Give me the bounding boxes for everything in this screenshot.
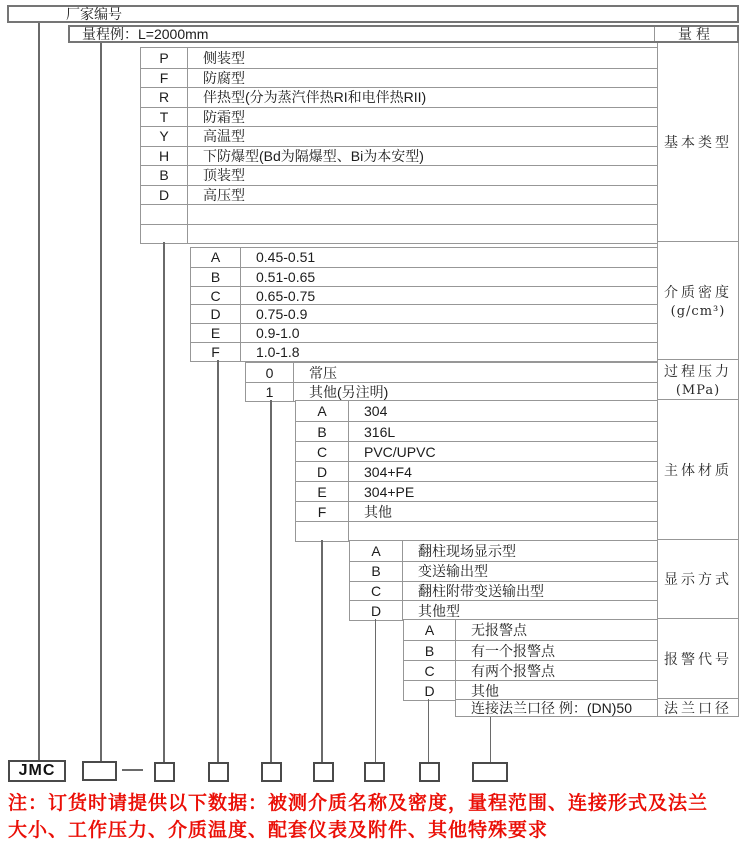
- pressure-row-0: [246, 363, 657, 382]
- row-description: 304+F4: [364, 463, 412, 480]
- material-code-box: [313, 762, 334, 782]
- display-row-B: [350, 561, 657, 581]
- pressure-connector: [270, 400, 272, 764]
- pressure-category-label: [658, 360, 738, 400]
- basic-row: [141, 204, 657, 224]
- material-table: [295, 400, 658, 542]
- row-code: F: [296, 502, 349, 521]
- category-label-text: 基本类型: [664, 135, 732, 151]
- row-description: 316L: [364, 423, 396, 440]
- flange-code-box: [472, 762, 508, 782]
- basic-row-P: [141, 48, 657, 68]
- material-row-C: [296, 441, 657, 461]
- row-code: B: [404, 641, 456, 660]
- row-code: R: [141, 88, 188, 107]
- density-row-F: [191, 342, 657, 361]
- row-description: [349, 522, 657, 541]
- manufacturer-number-box: [7, 5, 739, 23]
- range-example-box: [68, 25, 739, 43]
- row-code: C: [191, 287, 241, 305]
- alarm-row-D: [404, 680, 657, 700]
- flange-category-label: [658, 699, 738, 717]
- density-row-B: [191, 267, 657, 286]
- row-description: 其他: [364, 503, 392, 520]
- row-description: 0.75-0.9: [256, 306, 308, 323]
- row-description: 防霜型: [203, 108, 245, 125]
- density-row-D: [191, 304, 657, 323]
- alarm-row-B: [404, 640, 657, 660]
- row-description: 翻柱现场显示型: [418, 542, 516, 559]
- basic-code-box: [154, 762, 175, 782]
- basic-category-label: [658, 43, 738, 242]
- category-label-unit: (g/cm³): [670, 304, 726, 319]
- category-label-text: 主体材质: [664, 462, 732, 479]
- row-code: T: [141, 108, 188, 127]
- row-description: 侧装型: [203, 49, 245, 66]
- row-code: P: [141, 48, 188, 68]
- row-code: C: [296, 442, 349, 461]
- flange-table: [455, 699, 658, 717]
- manufacturer-number-label: 厂家编号: [66, 6, 122, 22]
- row-description: 连接法兰口径 例：(DN)50: [471, 700, 633, 716]
- row-code: A: [350, 541, 403, 561]
- row-description: [188, 205, 657, 224]
- category-label-text: 显示方式: [664, 572, 732, 588]
- row-description: 其他型: [418, 602, 460, 619]
- category-label-column: [657, 43, 739, 717]
- row-code: D: [141, 186, 188, 205]
- row-code: 0: [246, 363, 294, 382]
- row-code: F: [141, 69, 188, 88]
- row-code: C: [404, 661, 456, 680]
- display-connector: [375, 619, 377, 764]
- basic-row-B: [141, 165, 657, 185]
- manufacturer-connector: [38, 23, 40, 762]
- material-row: [296, 521, 657, 541]
- material-row-E: [296, 481, 657, 501]
- basic-row-R: [141, 87, 657, 107]
- row-code: [296, 522, 349, 541]
- category-label-text: 过程压力: [664, 364, 732, 380]
- pressure-row-1: [246, 382, 657, 401]
- row-description: 1.0-1.8: [256, 344, 300, 361]
- basic-row-T: [141, 107, 657, 127]
- code-dash: [122, 769, 143, 771]
- row-description: 0.45-0.51: [256, 249, 316, 266]
- row-description: 其他: [471, 682, 499, 699]
- material-connector: [321, 540, 323, 764]
- row-code: D: [404, 681, 456, 700]
- row-code: E: [191, 324, 241, 342]
- row-description: 顶装型: [203, 167, 245, 184]
- range-unit-label: 量程: [654, 27, 737, 41]
- row-code: D: [296, 462, 349, 481]
- row-code: B: [191, 268, 241, 286]
- basic-connector: [163, 242, 165, 764]
- row-code: 1: [246, 383, 294, 401]
- flange-connector: [490, 717, 492, 764]
- basic-table: [140, 47, 658, 244]
- display-row-C: [350, 581, 657, 601]
- row-description: [188, 225, 657, 244]
- ordering-note: [8, 791, 708, 844]
- density-category-label: [658, 242, 738, 360]
- row-description: 0.51-0.65: [256, 268, 316, 285]
- flange-row: [456, 700, 657, 716]
- material-row-A: [296, 401, 657, 421]
- model-code-box: [8, 760, 66, 782]
- row-code: B: [350, 562, 403, 581]
- row-description: PVC/UPVC: [364, 443, 436, 460]
- row-description: 高压型: [203, 186, 245, 203]
- density-row-C: [191, 286, 657, 305]
- material-category-label: [658, 400, 738, 540]
- row-code: A: [191, 248, 241, 267]
- pressure-code-box: [261, 762, 282, 782]
- row-description: 有一个报警点: [471, 642, 555, 659]
- basic-row-D: [141, 185, 657, 205]
- category-label-text: 报警代号: [664, 651, 732, 668]
- range-code-box: [82, 761, 117, 781]
- row-code: C: [350, 582, 403, 601]
- row-code: F: [191, 343, 241, 361]
- row-description: 304+PE: [364, 483, 415, 500]
- row-code: Y: [141, 127, 188, 146]
- row-code: [141, 205, 188, 224]
- category-label-text: 介质密度: [664, 285, 732, 301]
- alarm-code-box: [419, 762, 440, 782]
- display-code-box: [364, 762, 385, 782]
- category-label-text: 法兰口径: [664, 701, 732, 717]
- ordering-note-line1: 注：订货时请提供以下数据：被测介质名称及密度，量程范围、连接形式及法兰: [8, 793, 709, 814]
- model-code-text: JMC: [18, 762, 56, 779]
- row-code: A: [404, 620, 456, 640]
- row-description: 伴热型(分为蒸汽伴热RI和电伴热RII): [203, 89, 427, 106]
- density-row-A: [191, 248, 657, 267]
- row-code: D: [191, 305, 241, 323]
- density-connector: [217, 360, 219, 764]
- row-description: 高温型: [203, 128, 245, 145]
- row-code: A: [296, 401, 349, 421]
- range-example-label: 量程例：L=2000mm: [82, 26, 209, 42]
- row-description: 304: [364, 403, 388, 419]
- material-row-D: [296, 461, 657, 481]
- alarm-connector: [428, 699, 430, 764]
- display-table: [349, 540, 658, 621]
- row-code: B: [296, 422, 349, 441]
- density-table: [190, 247, 658, 362]
- density-code-box: [208, 762, 229, 782]
- material-row-B: [296, 421, 657, 441]
- basic-row-Y: [141, 126, 657, 146]
- row-description: 有两个报警点: [471, 662, 555, 679]
- row-description: 无报警点: [471, 622, 527, 638]
- range-connector: [100, 43, 102, 763]
- row-code: [141, 225, 188, 244]
- material-row-F: [296, 501, 657, 521]
- alarm-category-label: [658, 619, 738, 699]
- alarm-row-C: [404, 660, 657, 680]
- display-category-label: [658, 540, 738, 619]
- density-row-E: [191, 323, 657, 342]
- row-description: 防腐型: [203, 69, 245, 86]
- row-code: E: [296, 482, 349, 501]
- category-label-unit: (MPa): [675, 383, 721, 398]
- display-row-A: [350, 541, 657, 561]
- row-description: 常压: [309, 364, 337, 381]
- row-code: D: [350, 601, 403, 620]
- row-description: 下防爆型(Bd为隔爆型、Bi为本安型): [203, 147, 424, 164]
- row-code: H: [141, 147, 188, 166]
- alarm-table: [403, 619, 658, 701]
- row-code: B: [141, 166, 188, 185]
- basic-row: [141, 224, 657, 244]
- alarm-row-A: [404, 620, 657, 640]
- row-description: 0.65-0.75: [256, 287, 316, 304]
- basic-row-F: [141, 68, 657, 88]
- basic-row-H: [141, 146, 657, 166]
- ordering-note-line2: 大小、工作压力、介质温度、配套仪表及附件、其他特殊要求: [8, 819, 549, 841]
- row-description: 其他(另注明): [309, 384, 389, 400]
- row-description: 翻柱附带变送输出型: [418, 582, 544, 599]
- row-description: 0.9-1.0: [256, 325, 300, 342]
- pressure-table: [245, 362, 658, 402]
- row-description: 变送输出型: [418, 563, 488, 580]
- display-row-D: [350, 600, 657, 620]
